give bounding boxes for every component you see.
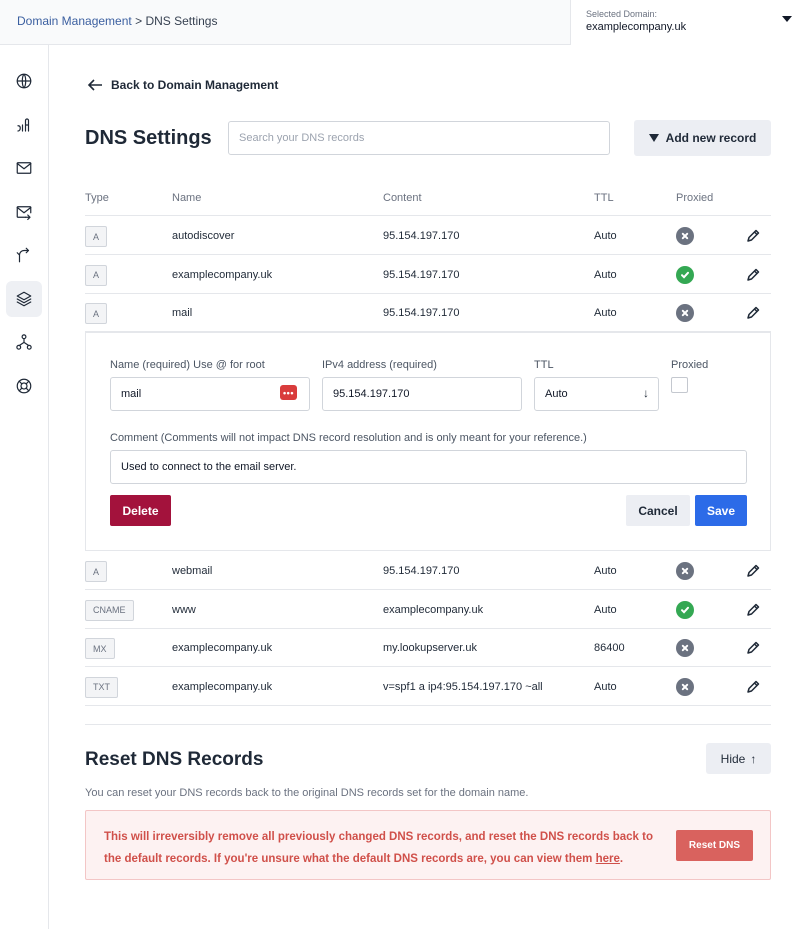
add-new-record-button[interactable]	[634, 120, 771, 156]
comment-field[interactable]	[110, 450, 747, 484]
record-ttl: Auto	[594, 680, 617, 693]
record-ttl: 86400	[594, 642, 625, 654]
ttl-field-label: TTL	[534, 359, 554, 371]
record-name: examplecompany.uk	[172, 680, 273, 693]
header-proxied: Proxied	[676, 192, 714, 204]
proxied-off-icon	[676, 639, 694, 657]
record-ttl: Auto	[594, 307, 617, 319]
proxied-off-icon	[676, 227, 694, 245]
header-type: Type	[85, 192, 109, 204]
pencil-icon[interactable]	[745, 679, 761, 695]
table-row[interactable]	[85, 217, 771, 255]
record-name: www	[172, 603, 196, 616]
proxied-checkbox[interactable]	[671, 377, 688, 393]
reset-description: You can reset your DNS records back to the original DNS records set for the domain name.	[85, 787, 529, 799]
ttl-select-value: Auto	[545, 388, 568, 400]
record-type-badge: A	[85, 226, 107, 247]
record-ttl: Auto	[594, 268, 617, 281]
record-content: 95.154.197.170	[383, 230, 460, 242]
record-type-badge: MX	[85, 638, 115, 659]
record-type-badge: A	[85, 265, 107, 286]
header-ttl: TTL	[594, 192, 614, 204]
support-icon	[15, 377, 33, 395]
hide-button-label: Hide	[720, 751, 746, 766]
sidebar-item-network[interactable]	[6, 324, 42, 360]
table-row[interactable]	[85, 668, 771, 706]
domain-select-value: examplecompany.uk	[586, 21, 687, 33]
record-type-badge: TXT	[85, 677, 118, 698]
sidebar-item-email-forwarding[interactable]	[6, 194, 42, 230]
record-content: 95.154.197.170	[383, 565, 460, 577]
domain-select-label: Selected Domain:	[586, 9, 658, 19]
reset-dns-button[interactable]: Reset DNS	[676, 830, 753, 861]
proxied-off-icon	[676, 304, 694, 322]
hide-button[interactable]	[706, 743, 771, 774]
proxied-field-label: Proxied	[671, 359, 709, 371]
warning-line-1: This will irreversibly remove all previously changed DNS records, and reset the DNS records back to	[104, 831, 654, 843]
breadcrumb	[17, 14, 217, 28]
proxied-off-icon	[676, 562, 694, 580]
record-content: 95.154.197.170	[383, 268, 460, 281]
header-name: Name	[172, 192, 202, 204]
pencil-icon[interactable]	[745, 640, 761, 656]
warning-line-2: the default records. If you're unsure what the default DNS records are, you can view them	[104, 853, 593, 865]
table-row[interactable]	[85, 552, 771, 590]
sidebar-item-redirects[interactable]	[6, 237, 42, 273]
pencil-icon[interactable]	[745, 228, 761, 244]
delete-button[interactable]: Delete	[110, 495, 171, 526]
warning-end: .	[619, 853, 624, 865]
caret-down-icon	[782, 16, 792, 22]
page-title: DNS Settings	[85, 127, 212, 149]
arrow-left-icon	[87, 78, 103, 92]
add-new-record-label: Add new record	[665, 131, 757, 145]
password-manager-icon[interactable]: •••	[280, 385, 297, 400]
section-divider	[85, 724, 771, 725]
record-content: examplecompany.uk	[383, 603, 484, 616]
proxied-off-icon	[676, 678, 694, 696]
record-name: mail	[172, 307, 193, 319]
record-type-badge: A	[85, 303, 107, 324]
breadcrumb-link-domain-management[interactable]: Domain Management	[17, 14, 132, 28]
back-link[interactable]	[87, 78, 278, 92]
tools-icon	[15, 116, 33, 134]
redirect-icon	[15, 246, 33, 264]
sidebar	[0, 45, 49, 929]
edit-record-panel	[85, 332, 771, 551]
table-row[interactable]	[85, 294, 771, 332]
record-content: 95.154.197.170	[383, 307, 460, 319]
ttl-select[interactable]	[534, 377, 659, 411]
sidebar-item-email[interactable]	[6, 150, 42, 186]
record-content: v=spf1 a ip4:95.154.197.170 ~all	[383, 680, 543, 693]
pencil-icon[interactable]	[745, 602, 761, 618]
sidebar-item-tools[interactable]	[6, 107, 42, 143]
layers-icon	[15, 290, 33, 308]
breadcrumb-separator: >	[135, 14, 143, 28]
domain-select[interactable]	[570, 0, 805, 45]
mail-forward-icon	[15, 203, 33, 221]
top-bar	[0, 0, 805, 45]
pencil-icon[interactable]	[745, 305, 761, 321]
ipv4-field-label: IPv4 address (required)	[322, 359, 437, 371]
comment-field-label: Comment (Comments will not impact DNS record resolution and is only meant for your reference.)	[110, 432, 587, 444]
record-name: autodiscover	[172, 230, 235, 242]
record-name: webmail	[172, 565, 213, 577]
reset-section-title: Reset DNS Records	[85, 749, 264, 770]
warning-here-link[interactable]: here	[595, 853, 620, 865]
table-row[interactable]	[85, 629, 771, 667]
globe-icon	[15, 72, 33, 90]
table-header	[85, 180, 771, 216]
breadcrumb-current: DNS Settings	[145, 14, 218, 28]
search-input[interactable]	[228, 121, 610, 155]
table-row[interactable]	[85, 591, 771, 629]
network-icon	[15, 333, 33, 351]
ipv4-field[interactable]	[322, 377, 522, 411]
table-row[interactable]	[85, 256, 771, 294]
filter-icon	[649, 134, 659, 142]
record-type-badge: A	[85, 561, 107, 582]
back-link-label: Back to Domain Management	[111, 78, 279, 92]
cancel-button[interactable]: Cancel	[626, 495, 690, 526]
record-name: examplecompany.uk	[172, 268, 273, 281]
record-content: my.lookupserver.uk	[383, 642, 477, 654]
reset-warning-box	[85, 810, 771, 880]
arrow-down-icon: ↓	[643, 386, 649, 400]
name-field-label: Name (required) Use @ for root	[110, 359, 265, 371]
proxied-on-icon	[676, 266, 694, 284]
pencil-icon[interactable]	[745, 563, 761, 579]
sidebar-item-dns[interactable]	[6, 281, 42, 317]
arrow-up-icon: ↑	[750, 751, 757, 766]
header-content: Content	[383, 192, 422, 204]
record-ttl: Auto	[594, 603, 617, 616]
record-ttl: Auto	[594, 565, 617, 577]
save-button[interactable]: Save	[695, 495, 747, 526]
record-name: examplecompany.uk	[172, 642, 273, 654]
mail-icon	[15, 159, 33, 177]
reset-warning-text	[104, 826, 664, 870]
record-ttl: Auto	[594, 230, 617, 242]
sidebar-item-support[interactable]	[6, 368, 42, 404]
pencil-icon[interactable]	[745, 267, 761, 283]
sidebar-item-domains[interactable]	[6, 63, 42, 99]
record-type-badge: CNAME	[85, 600, 134, 621]
proxied-on-icon	[676, 601, 694, 619]
